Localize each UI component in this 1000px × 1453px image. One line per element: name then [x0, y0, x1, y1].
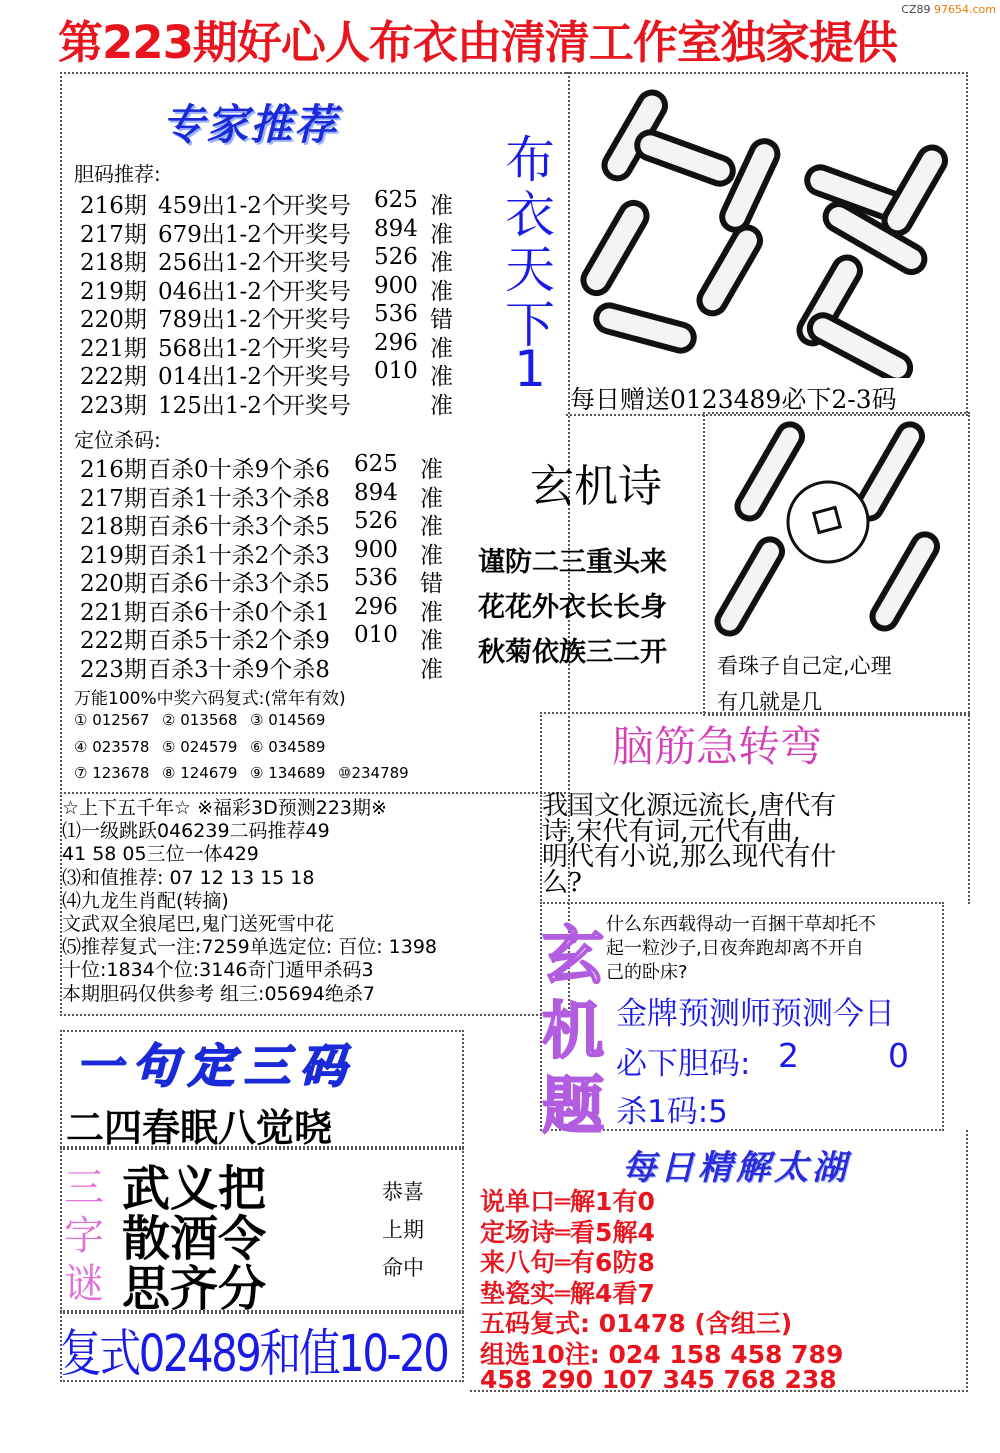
buyi-char: 天: [505, 241, 555, 299]
dan-row: [80, 301, 480, 333]
xuanji-char: 玄: [542, 919, 605, 992]
xuanji-question-line: 己的卧床?: [606, 962, 688, 983]
dan-result: 准: [430, 392, 453, 419]
riddle-line: 么?: [542, 867, 582, 898]
xuanji-char: 题: [542, 1069, 605, 1142]
dan-desc: 789出1-2个: [158, 307, 285, 333]
dan-desc: 014出1-2个: [158, 364, 285, 390]
dan-period: 223期: [80, 392, 147, 419]
dan-row: [80, 329, 480, 362]
kill-num: 900: [354, 536, 398, 563]
riddle-line: 我国文化源远流长,唐代有: [542, 791, 837, 821]
poem-line: 谨防二三重头来: [478, 547, 667, 578]
taihu-line: 458 290 107 345 768 238: [480, 1365, 837, 1394]
kill-result: 准: [420, 542, 443, 569]
congrats-line: 恭喜: [382, 1180, 424, 1204]
kill-code: 杀1码:5: [616, 1094, 728, 1130]
forecast-line: ⑸推荐复式一注:7259单选定位: 百位: 1398: [62, 936, 437, 959]
sanzi-line: 散酒令: [122, 1211, 267, 1267]
kill-period: 221期: [80, 599, 147, 626]
kill-desc: 百杀6十杀0个杀1: [148, 599, 330, 626]
dan-label-cell: 开奖号: [282, 278, 351, 305]
kill-row: [80, 479, 480, 512]
congrats-line: 命中: [382, 1256, 424, 1280]
kill-desc: 百杀6十杀3个杀5: [148, 514, 330, 540]
combo-item: ② 013568: [162, 711, 238, 729]
taihu-line: 说单口═解1有0: [480, 1187, 655, 1216]
buyi-char: 布: [505, 131, 555, 189]
dan-label: 胆码推荐:: [74, 162, 161, 186]
combo-item: ① 012567: [74, 711, 150, 729]
buyi-char: 下: [505, 296, 555, 354]
poem-line: 秋菊依族三二开: [478, 637, 667, 668]
combo-item: ⑩234789: [338, 764, 409, 782]
expert-title: 专家推荐: [162, 100, 339, 149]
kill-num: 536: [354, 565, 398, 591]
kill-period: 222期: [80, 628, 147, 654]
kill-desc: 百杀5十杀2个杀9: [148, 628, 330, 654]
dan-desc: 256出1-2个: [158, 250, 285, 276]
congrats-line: 上期: [382, 1218, 424, 1242]
dan-label-cell: 开奖号: [282, 364, 351, 390]
sanzi-line: 武义把: [122, 1161, 267, 1217]
kill-result: 准: [420, 485, 443, 512]
dan-row: [80, 244, 480, 276]
dan-desc: 046出1-2个: [158, 278, 285, 305]
kill-row: [80, 651, 480, 683]
dan-period: 218期: [80, 250, 147, 276]
xuanji-question-line: 起一粒沙子,日夜奔跑却离不开自: [606, 938, 864, 959]
riddle-line: 明代有小说,那么现代有什: [542, 842, 837, 872]
kill-num: 625: [354, 451, 398, 477]
kill-period: 219期: [80, 542, 147, 569]
kill-period: 216期: [80, 457, 147, 483]
dan-period: 220期: [80, 307, 147, 333]
dan-period: 222期: [80, 364, 147, 390]
six-code-label: 万能100%中奖六码复式:(常年有效): [74, 689, 346, 709]
watermark-prefix: CZ89: [901, 3, 931, 16]
combo-item: ④ 023578: [74, 737, 150, 756]
riddle-title: 脑筋急转弯: [612, 722, 823, 771]
combo-item: ③ 014569: [250, 711, 326, 729]
dan-result: 准: [430, 193, 453, 219]
sanzi-vert-char: 谜: [64, 1261, 104, 1307]
dan-row: [80, 272, 480, 305]
combo-item: ⑨ 134689: [250, 764, 326, 782]
kill-desc: 百杀0十杀9个杀6: [148, 457, 330, 483]
forecast-line: 41 58 05三位一体429: [62, 843, 259, 866]
dan-code-a: 2: [778, 1036, 799, 1075]
kill-period: 217期: [80, 485, 147, 512]
page-title: 第223期好心人布衣由清清工作室独家提供: [58, 16, 897, 69]
dan-num: 296: [374, 329, 418, 356]
beads-caption-1: 看珠子自己定,心理: [717, 654, 892, 678]
forecast-line: ⑶和值推荐: 07 12 13 15 18: [62, 866, 315, 889]
poem-line: 花花外衣长长身: [478, 592, 667, 623]
dan-label-cell: 开奖号: [282, 221, 351, 248]
number-graphic: [572, 78, 967, 378]
kill-num: 296: [354, 593, 398, 620]
forecast-line: 本期胆码仅供参考 组三:05694绝杀7: [62, 982, 375, 1005]
kill-label: 定位杀码:: [74, 428, 161, 452]
dan-period: 219期: [80, 278, 147, 305]
kill-result: 准: [420, 514, 443, 540]
taihu-line: 来八句═有6防8: [480, 1248, 655, 1277]
forecast-line: ⑴一级跳跃046239二码推荐49: [62, 820, 330, 843]
xuanji-char: 机: [542, 994, 605, 1067]
poem-title: 玄机诗: [530, 461, 662, 512]
kill-num: 894: [354, 479, 398, 506]
kill-num: 526: [354, 508, 398, 534]
buyi-char: 衣: [505, 186, 555, 244]
kill-row: [80, 508, 480, 540]
taihu-title: 每日精解太湖: [622, 1148, 850, 1188]
taihu-line: 组选10注: 024 158 458 789: [480, 1339, 844, 1369]
dan-result: 准: [430, 221, 453, 248]
dan-period: 221期: [80, 335, 147, 362]
sanzi-vert-char: 三: [64, 1165, 104, 1211]
kill-result: 准: [420, 599, 443, 626]
dan-row: [80, 387, 480, 419]
forecast-line: ⑷九龙生肖配(转摘): [62, 889, 229, 912]
dan-period: 217期: [80, 221, 147, 248]
beads-graphic: [708, 414, 963, 646]
kill-desc: 百杀1十杀2个杀3: [148, 542, 330, 569]
buyi-char: 1: [514, 340, 546, 398]
dan-num: 900: [374, 272, 418, 299]
sanzi-line: 思齐分: [122, 1261, 267, 1317]
forecast-line: 文武双全狼尾巴,鬼门送死雪中花: [62, 913, 335, 935]
dan-row: [80, 358, 480, 390]
footer-compound: 复式02489和值10-20: [60, 1325, 448, 1384]
dan-label-cell: 开奖号: [282, 392, 351, 419]
kill-period: 223期: [80, 656, 147, 683]
taihu-line: 五码复式: 01478 (含组三): [480, 1309, 793, 1338]
kill-row: [80, 593, 480, 626]
kill-result: 错: [420, 571, 443, 597]
kill-num: 010: [354, 622, 398, 648]
daily-gift: 每日赠送0123489必下2-3码: [570, 385, 897, 414]
kill-result: 准: [420, 656, 443, 683]
kill-result: 准: [420, 457, 443, 483]
dan-desc: 679出1-2个: [158, 221, 285, 248]
combo-item: ⑥ 034589: [250, 737, 326, 756]
dan-num: 010: [374, 358, 418, 384]
dan-desc: 125出1-2个: [158, 392, 285, 419]
kill-desc: 百杀3十杀9个杀8: [148, 656, 330, 683]
kill-row: [80, 565, 480, 597]
combo-item: ⑤ 024579: [162, 737, 238, 756]
forecast-line: 十位:1834个位:3146奇门遁甲杀码3: [62, 959, 374, 982]
dan-result: 错: [430, 307, 453, 333]
dan-row: [80, 215, 480, 248]
dan-result: 准: [430, 364, 453, 390]
dan-label-cell: 开奖号: [282, 335, 351, 362]
yiju-title: 一句定三码: [76, 1039, 356, 1093]
dan-result: 准: [430, 335, 453, 362]
dan-code-label: 必下胆码:: [616, 1046, 751, 1082]
kill-result: 准: [420, 628, 443, 654]
dan-period: 216期: [80, 193, 147, 219]
dan-code-b: 0: [888, 1036, 909, 1075]
dan-row: [80, 187, 480, 219]
sanzi-vert-char: 字: [64, 1213, 104, 1259]
yiju-phrase: 二四春眠八觉晓: [66, 1106, 333, 1150]
kill-row: [80, 451, 480, 483]
gold-title: 金牌预测师预测今日: [616, 996, 895, 1032]
xuanji-question-line: 什么东西载得动一百捆干草却托不: [606, 914, 876, 935]
kill-period: 220期: [80, 571, 147, 597]
dan-label-cell: 开奖号: [282, 250, 351, 276]
dan-num: 894: [374, 215, 418, 242]
dan-num: 536: [374, 301, 418, 327]
riddle-line: 诗,宋代有词,元代有曲,: [542, 816, 801, 847]
dan-label-cell: 开奖号: [282, 193, 351, 219]
beads-caption-2: 有几就是几: [717, 690, 822, 714]
kill-row: [80, 536, 480, 569]
watermark: [901, 3, 996, 16]
taihu-line: 定场诗═看5解4: [480, 1217, 655, 1247]
dan-label-cell: 开奖号: [282, 307, 351, 333]
kill-desc: 百杀1十杀3个杀8: [148, 485, 330, 512]
combo-item: ⑦ 123678: [74, 764, 150, 782]
kill-row: [80, 622, 480, 654]
dan-desc: 459出1-2个: [158, 193, 285, 219]
dan-num: 526: [374, 244, 418, 270]
combo-item: ⑧ 124679: [162, 764, 238, 782]
watermark-site: 97654.com: [934, 3, 996, 16]
taihu-line: 垫瓷实═解4看7: [480, 1278, 655, 1308]
kill-desc: 百杀6十杀3个杀5: [148, 571, 330, 597]
dan-desc: 568出1-2个: [158, 335, 285, 362]
kill-period: 218期: [80, 514, 147, 540]
forecast-line: ☆上下五千年☆ ※福彩3D预测223期※: [62, 797, 387, 819]
dan-result: 准: [430, 250, 453, 276]
dan-num: 625: [374, 187, 418, 213]
dan-result: 准: [430, 278, 453, 305]
